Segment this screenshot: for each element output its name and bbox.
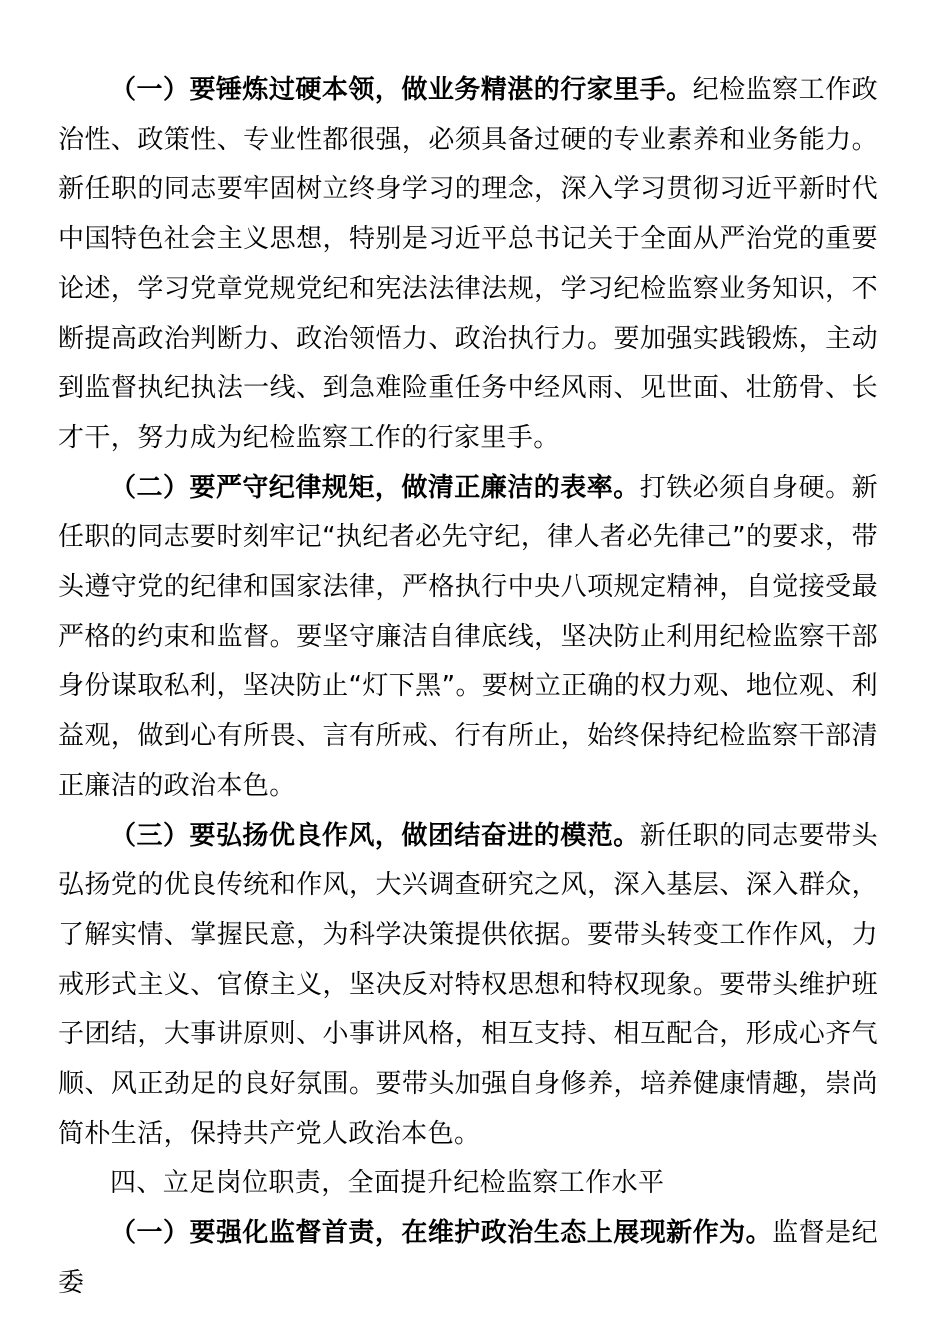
paragraph-1-lead: （一）要锤炼过硬本领，做业务精湛的行家里手。 bbox=[110, 75, 693, 105]
paragraph-3-body: 新任职的同志要带头弘扬党的优良传统和作风，大兴调查研究之风，深入基层、深入群众，了解实情、掌握民意，为科学决策提供依据。要带头转变工作作风，力戒形式主义、官僚主义，坚决反对特权思想和特权现象。要带头维护班子团结，大事讲原则、小事讲风格，相互支持、相互配合，形成心齐气顺、风正劲足的良好氛围。要带头加强自身修养，培养健康情趣，崇尚简朴生活，保持共产党人政治本色。 bbox=[58, 820, 878, 1149]
paragraph-2-body: 打铁必须自身硬。新任职的同志要时刻牢记“执纪者必先守纪，律人者必先律己”的要求，带头遵守党的纪律和国家法律，严格执行中央八项规定精神，自觉接受最严格的约束和监督。要坚守廉洁自律底线，坚决防止利用纪检监察干部身份谋取私利，坚决防止“灯下黑”。要树立正确的权力观、地位观、利益观，做到心有所畏、言有所戒、行有所止，始终保持纪检监察干部清正廉洁的政治本色。 bbox=[58, 472, 878, 801]
paragraph-2 bbox=[58, 464, 878, 812]
paragraph-4 bbox=[58, 1209, 878, 1308]
paragraph-3-lead: （三）要弘扬优良作风，做团结奋进的模范。 bbox=[110, 820, 640, 851]
paragraph-4-body: 监督是纪委 bbox=[58, 1218, 878, 1298]
section-heading: 四、立足岗位职责，全面提升纪检监察工作水平 bbox=[110, 1168, 665, 1199]
document-page bbox=[58, 66, 878, 1309]
paragraph-3 bbox=[58, 812, 878, 1160]
paragraph-1-body: 纪检监察工作政治性、政策性、专业性都很强，必须具备过硬的专业素养和业务能力。新任职的同志要牢固树立终身学习的理念，深入学习贯彻习近平新时代中国特色社会主义思想，特别是习近平总书记关于全面从严治党的重要论述，学习党章党规党纪和宪法法律法规，学习纪检监察业务知识，不断提高政治判断力、政治领悟力、政治执行力。要加强实践锻炼，主动到监督执纪执法一线、到急难险重任务中经风雨、见世面、壮筋骨、长才干，努力成为纪检监察工作的行家里手。 bbox=[58, 75, 878, 453]
paragraph-4-lead: （一）要强化监督首责，在维护政治生态上展现新作为。 bbox=[110, 1218, 773, 1249]
paragraph-2-lead: （二）要严守纪律规矩，做清正廉洁的表率。 bbox=[110, 472, 640, 503]
paragraph-1 bbox=[58, 66, 878, 464]
